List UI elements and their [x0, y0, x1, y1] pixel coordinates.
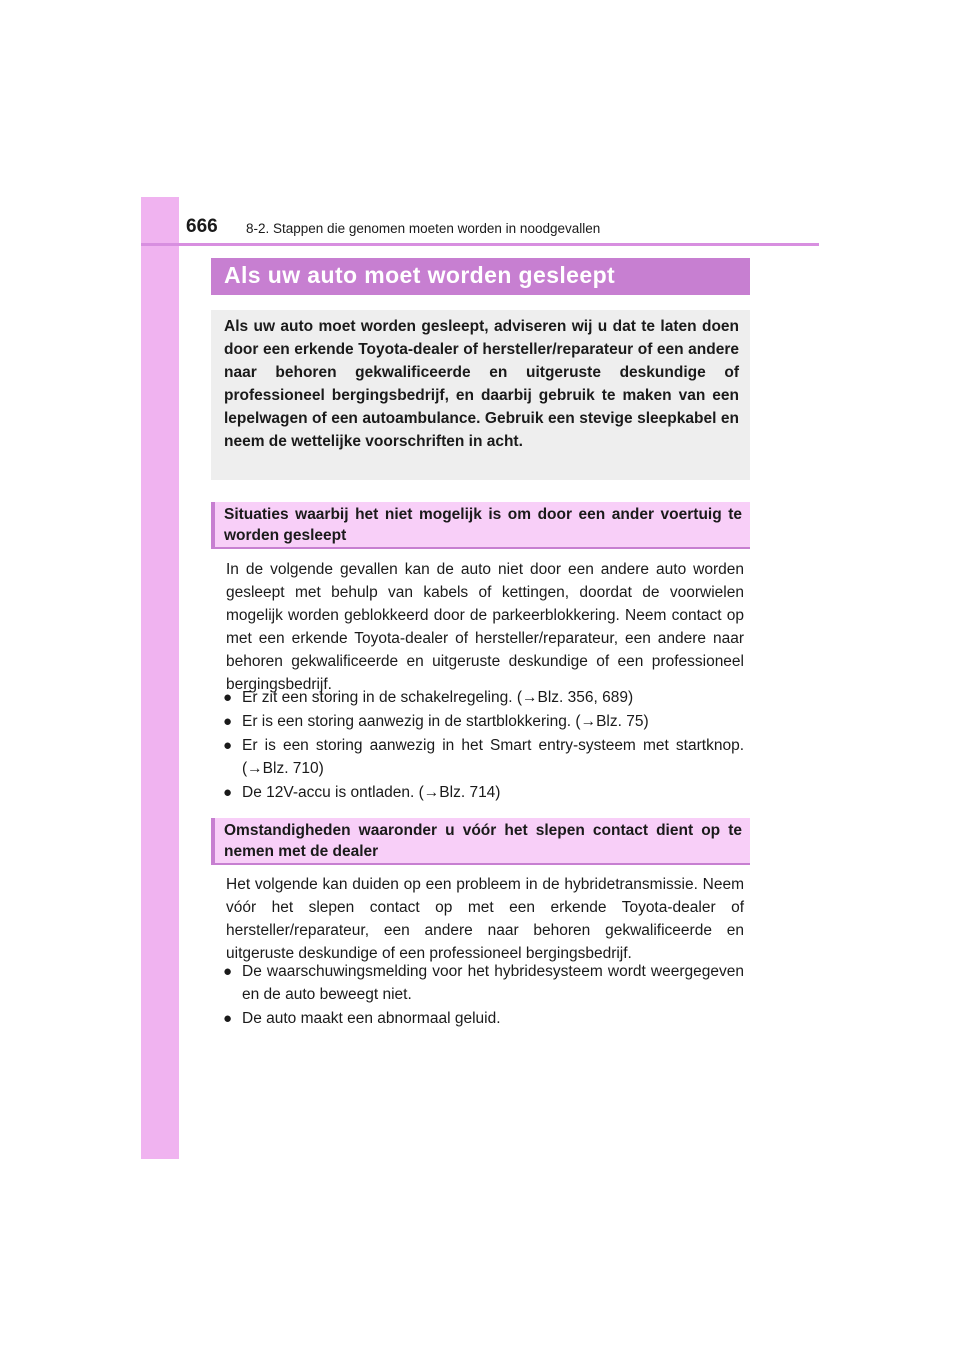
chapter-side-tab — [141, 197, 179, 1159]
list-item-text: De auto maakt een abnormaal geluid. — [242, 1010, 501, 1027]
bullet-list — [222, 960, 744, 1031]
intro-box — [211, 310, 750, 480]
list-item — [222, 734, 744, 780]
list-item — [222, 1007, 744, 1030]
section-title: Als uw auto moet worden gesleept — [224, 262, 616, 288]
subsection-heading-text: Situaties waarbij het niet mogelijk is om door een ander voertuig te worden gesleept — [224, 506, 742, 544]
list-item — [222, 686, 744, 709]
subsection-heading-text: Omstandigheden waaronder u vóór het slepen contact dient op te nemen met de dealer — [224, 822, 742, 860]
bullet-dot-icon: ● — [223, 1010, 233, 1027]
subsection-heading-towing-not-possible — [211, 502, 750, 549]
list-item — [222, 960, 744, 1006]
list-item-text: De 12V-accu is ontladen. (→Blz. 714) — [242, 784, 501, 801]
list-item-text: Er zit een storing in de schakelregeling. (→Blz. 356, 689) — [242, 689, 634, 706]
list-item — [222, 781, 744, 804]
bullet-list — [222, 686, 744, 805]
bullet-dot-icon: ● — [223, 689, 233, 706]
list-item-text: Er is een storing aanwezig in de startblokkering. (→Blz. 75) — [242, 713, 649, 730]
list-item-text: Er is een storing aanwezig in het Smart entry-systeem met startknop. (→Blz. 710) — [242, 737, 744, 777]
bullet-dot-icon: ● — [223, 784, 233, 801]
bullet-dot-icon: ● — [223, 713, 233, 730]
subsection-heading-contact-dealer — [211, 818, 750, 865]
header-rule — [141, 243, 819, 246]
bullet-dot-icon: ● — [223, 737, 233, 754]
page-number: 666 — [186, 216, 218, 237]
list-item-text: De waarschuwingsmelding voor het hybridesysteem wordt weergegeven en de auto beweegt niet. — [242, 963, 744, 1003]
bullet-dot-icon: ● — [223, 963, 233, 980]
list-item — [222, 710, 744, 733]
subsection-body-text: Het volgende kan duiden op een probleem in de hybridetransmissie. Neem vóór het slepen contact op met een erkende Toyota-dealer of hersteller/reparateur, een andere naar behoren gekwalificeerde en uitgeruste deskundige of een professioneel bergingsbedrijf. — [226, 876, 744, 962]
section-banner — [211, 258, 750, 295]
chapter-title: 8-2. Stappen die genomen moeten worden in noodgevallen — [246, 221, 601, 236]
intro-text: Als uw auto moet worden gesleept, adviseren wij u dat te laten doen door een erkende Toyota-dealer of hersteller/reparateur of een andere naar behoren gekwalificeerde en uitgeruste deskundige of professioneel bergingsbedrijf, en daarbij gebruik te maken van een lepelwagen of een autoambulance. Gebruik een stevige sleepkabel en neem de wettelijke voorschriften in acht. — [224, 318, 739, 450]
subsection-body-text: In de volgende gevallen kan de auto niet door een andere auto worden gesleept met behulp van kabels of kettingen, doordat de voorwielen mogelijk worden geblokkeerd door de parkeerblokkering. Neem contact op met een erkende Toyota-dealer of hersteller/reparateur, een andere naar behoren gekwalificeerde en uitgeruste deskundige of een professioneel bergingsbedrijf. — [226, 561, 744, 693]
